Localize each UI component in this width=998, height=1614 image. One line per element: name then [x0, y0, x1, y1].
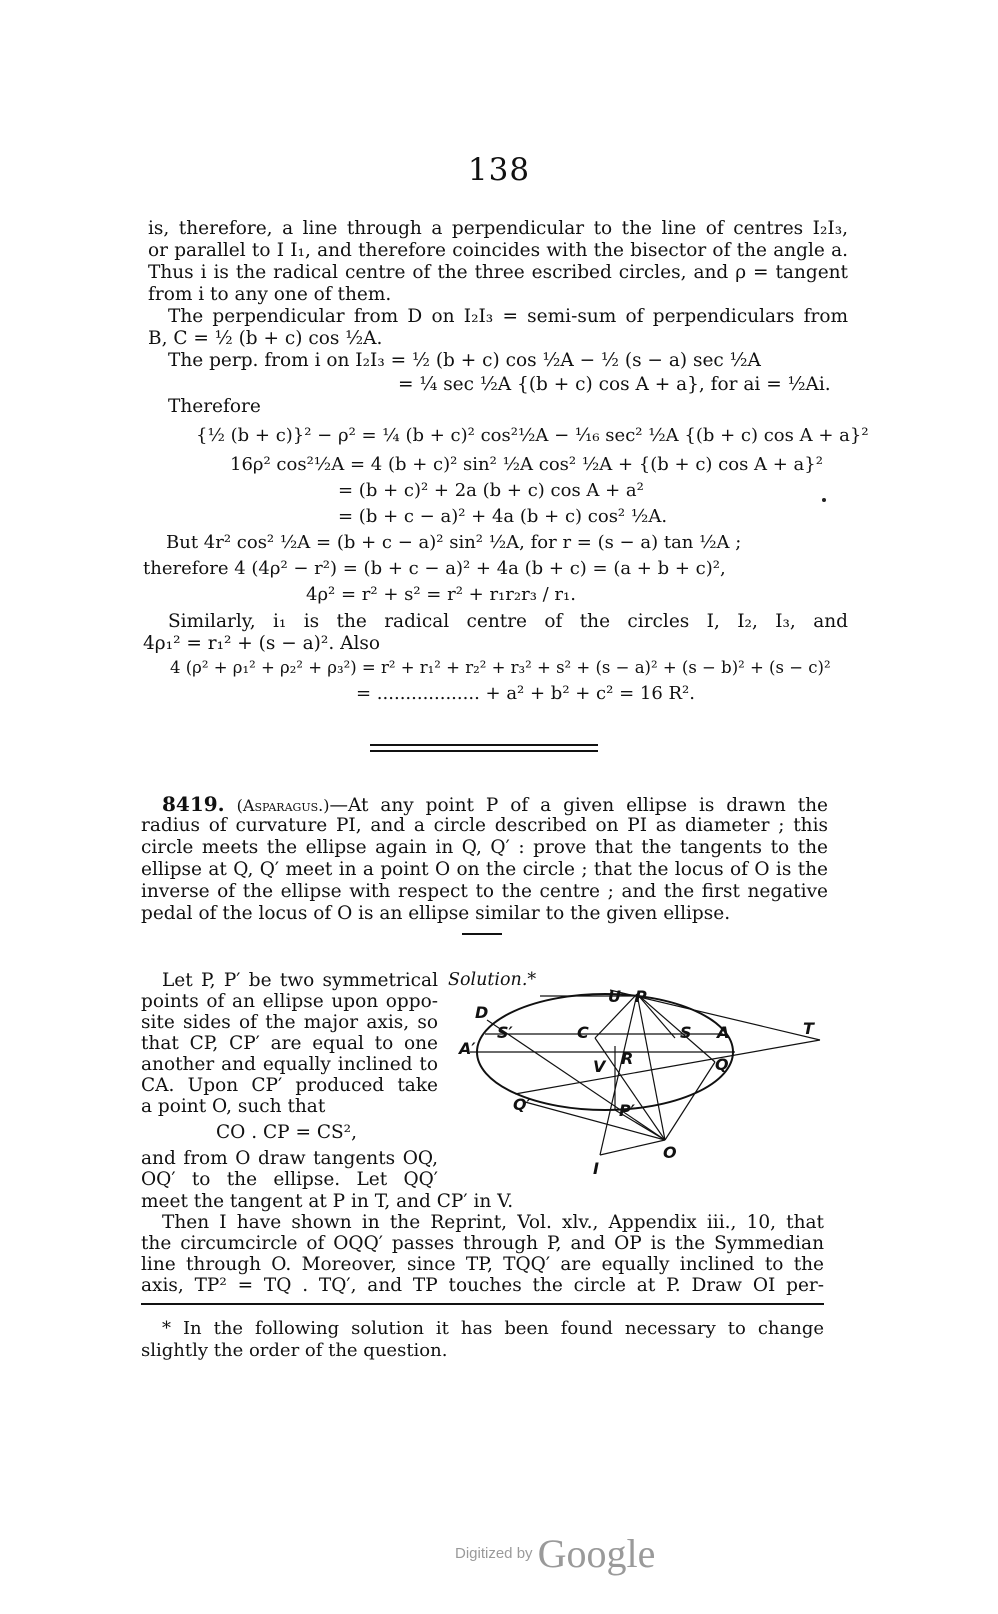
label-o: O	[663, 1143, 677, 1162]
solution-line: a point O, such that	[141, 1096, 326, 1117]
equation: therefore 4 (4ρ² − r²) = (b + c − a)² + 4a (b + c) = (a + b + c)²,	[143, 558, 726, 579]
footnote-rule	[141, 1303, 824, 1305]
problem-line: inverse of the ellipse with respect to the centre ; and the first negative	[141, 881, 828, 902]
diameter-line	[487, 1020, 665, 1140]
label-t: T	[803, 1019, 814, 1038]
solution-line: Let P, P′ be two symmetrical	[162, 970, 438, 991]
text-line: 4ρ₁² = r₁² + (s − a)². Also	[143, 633, 380, 654]
solution-line: OQ′ to the ellipse. Let QQ′	[141, 1169, 438, 1190]
label-a: A	[717, 1023, 730, 1042]
page-number: 138	[467, 152, 531, 188]
equation: = (b + c)² + 2a (b + c) cos A + a²	[338, 480, 644, 501]
text-line: The perpendicular from D on I₂I₃ = semi-sum of perpendiculars from	[168, 306, 848, 327]
text-line: or parallel to I I₁, and therefore coincides with the bisector of the angle a.	[148, 240, 848, 261]
text-line: = ¼ sec ½A {(b + c) cos A + a}, for ai = ½Ai.	[398, 374, 831, 395]
label-c: C	[577, 1023, 589, 1042]
problem-line: pedal of the locus of O is an ellipse similar to the given ellipse.	[141, 903, 731, 924]
text-line: Similarly, i₁ is the radical centre of the circles I, I₂, I₃, and	[168, 611, 848, 632]
label-v: V	[593, 1057, 606, 1076]
short-divider	[462, 933, 502, 935]
solution-line: that CP, CP′ are equal to one	[141, 1033, 438, 1054]
problem-author: (Asparagus.)	[236, 796, 330, 815]
google-logo: Google	[537, 1531, 656, 1576]
label-u: U	[608, 987, 621, 1006]
label-p: P	[635, 987, 647, 1006]
solution-line: Then I have shown in the Reprint, Vol. xlv., Appendix iii., 10, that	[162, 1212, 824, 1233]
solution-equation: CO . CP = CS²,	[216, 1122, 357, 1143]
footnote-line: * In the following solution it has been found necessary to change	[162, 1318, 824, 1339]
ellipse-figure	[459, 987, 845, 1180]
solution-heading: Solution.*	[448, 970, 537, 990]
label-d: D	[475, 1003, 489, 1022]
text-line: from i to any one of them.	[148, 284, 392, 305]
secant-line	[515, 1040, 820, 1094]
problem-number: 8419.	[162, 792, 225, 816]
label-a-prime: A′	[459, 1039, 476, 1058]
solution-line: the circumcircle of OQQ′ passes through P, and OP is the Symmedian	[141, 1233, 824, 1254]
equation: 4ρ² = r² + s² = r² + r₁r₂r₃ / r₁.	[306, 584, 576, 605]
problem-line: radius of curvature PI, and a circle described on PI as diameter ; this	[141, 815, 828, 836]
line-po	[637, 994, 665, 1140]
equation: = .................. + a² + b² + c² = 16 R².	[356, 683, 695, 704]
solution-line: site sides of the major axis, so	[141, 1012, 438, 1033]
label-p-prime: P′	[619, 1101, 635, 1120]
footnote-line: slightly the order of the question.	[141, 1340, 448, 1361]
solution-line: and from O draw tangents OQ,	[141, 1148, 438, 1169]
section-divider	[370, 750, 598, 752]
problem-line: circle meets the ellipse again in Q, Q′ : prove that the tangents to the	[141, 837, 828, 858]
equation: = (b + c − a)² + 4a (b + c) cos² ½A.	[338, 506, 668, 527]
solution-line: line through O. Moreover, since TP, TQQ′ are equally inclined to the	[141, 1254, 824, 1275]
text-line: The perp. from i on I₂I₃ = ½ (b + c) cos ½A − ½ (s − a) sec ½A	[168, 350, 761, 371]
text-line: Therefore	[168, 396, 261, 417]
solution-line: meet the tangent at P in T, and CP′ in V.	[141, 1191, 514, 1212]
section-divider	[370, 744, 598, 746]
problem-first-line	[162, 793, 828, 817]
solution-line: another and equally inclined to	[141, 1054, 438, 1075]
equation: 16ρ² cos²½A = 4 (b + c)² sin² ½A cos² ½A + {(b + c) cos A + a}²	[230, 454, 823, 475]
label-r: R	[621, 1049, 634, 1068]
figure-lines	[470, 990, 820, 1155]
text-line: Thus i is the radical centre of the three escribed circles, and ρ = tangent	[148, 262, 848, 283]
problem-line: ellipse at Q, Q′ meet in a point O on the circle ; that the locus of O is the	[141, 859, 828, 880]
label-s-prime: S′	[497, 1023, 513, 1042]
problem-text: —At any point P of a given ellipse is drawn the	[329, 795, 828, 816]
equation: {½ (b + c)}² − ρ² = ¼ (b + c)² cos²½A − ¹⁄₁₆ sec² ½A {(b + c) cos A + a}²	[196, 425, 869, 446]
equation: 4 (ρ² + ρ₁² + ρ₂² + ρ₃²) = r² + r₁² + r₂² + r₃² + s² + (s − a)² + (s − b)² + (s − c)²	[170, 658, 831, 677]
label-i: I	[593, 1159, 599, 1178]
watermark-prefix: Digitized by	[455, 1545, 533, 1562]
equation: But 4r² cos² ½A = (b + c − a)² sin² ½A, for r = (s − a) tan ½A ;	[166, 532, 742, 553]
label-s: S	[680, 1023, 692, 1042]
line-io	[600, 1140, 665, 1155]
text-line: is, therefore, a line through a perpendicular to the line of centres I₂I₃,	[148, 218, 848, 239]
solution-line: CA. Upon CP′ produced take	[141, 1075, 438, 1096]
solution-line: points of an ellipse upon oppo-	[141, 991, 438, 1012]
label-q-prime: Q′	[513, 1095, 531, 1114]
stray-mark	[822, 498, 826, 502]
label-q: Q	[715, 1055, 729, 1074]
solution-line: axis, TP² = TQ . TQ′, and TP touches the circle at P. Draw OI per-	[141, 1275, 824, 1296]
text-line: B, C = ½ (b + c) cos ½A.	[148, 328, 383, 349]
digitized-watermark	[455, 1530, 655, 1577]
